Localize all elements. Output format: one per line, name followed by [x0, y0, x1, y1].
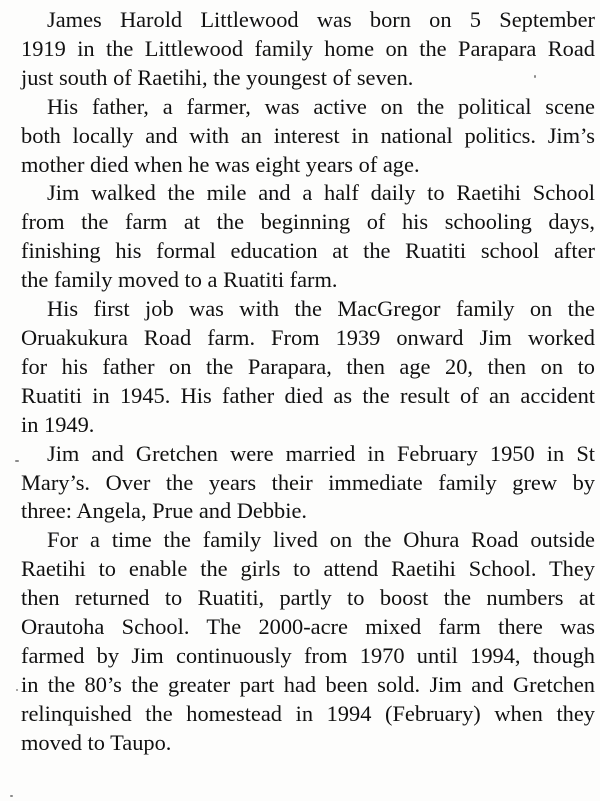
- text-line: Orautoha School. The 2000-acre mixed farm there was: [21, 614, 595, 640]
- text-line: for his father on the Parapara, then age 20, then on to: [21, 353, 595, 379]
- text-line: Jim walked the mile and a half daily to Raetihi School: [47, 180, 595, 206]
- text-line: Oruakukura Road farm. From 1939 onward Jim worked: [21, 324, 595, 350]
- text-line: Raetihi to enable the girls to attend Raetihi School. They: [21, 556, 595, 582]
- paragraph-father: [21, 93, 595, 180]
- text-line: in 1949.: [21, 411, 95, 437]
- text-line: just south of Raetihi, the youngest of seven.: [21, 64, 414, 90]
- text-line: mother died when he was eight years of age.: [21, 151, 420, 177]
- paragraph-farm: [21, 526, 595, 757]
- text-line: Mary’s. Over the years their immediate family grew by: [21, 469, 595, 495]
- text-line: farmed by Jim continuously from 1970 until 1994, though: [21, 642, 595, 668]
- paragraph-birth: [21, 6, 595, 93]
- text-line: relinquished the homestead in 1994 (February) when they: [21, 700, 595, 726]
- text-line: then returned to Ruatiti, partly to boost the numbers at: [21, 585, 595, 611]
- paragraph-schooling: [21, 179, 595, 295]
- text-line: moved to Taupo.: [21, 729, 172, 755]
- text-line: 1919 in the Littlewood family home on the Parapara Road: [21, 35, 595, 61]
- text-line: finishing his formal education at the Ruatiti school after: [21, 238, 595, 264]
- text-line: His first job was with the MacGregor family on the: [47, 296, 595, 322]
- text-line: Ruatiti in 1945. His father died as the result of an accident: [21, 382, 595, 408]
- text-line: from the farm at the beginning of his schooling days,: [21, 209, 595, 235]
- text-line: His father, a farmer, was active on the political scene: [47, 93, 595, 119]
- scan-speck: [15, 460, 19, 462]
- paragraph-first-job: [21, 295, 595, 440]
- text-line: both locally and with an interest in national politics. Jim’s: [21, 122, 595, 148]
- biography-text: [21, 6, 595, 758]
- text-line: in the 80’s the greater part had been sold. Jim and Gretchen: [21, 671, 595, 697]
- text-line: three: Angela, Prue and Debbie.: [21, 498, 308, 524]
- scan-speck: [534, 75, 536, 78]
- text-line: Jim and Gretchen were married in February 1950 in St: [47, 440, 595, 466]
- text-line: For a time the family lived on the Ohura Road outside: [47, 527, 595, 553]
- scan-speck: [16, 689, 18, 691]
- scan-speck: [10, 795, 13, 797]
- text-line: James Harold Littlewood was born on 5 September: [47, 7, 595, 32]
- text-line: the family moved to a Ruatiti farm.: [21, 267, 338, 293]
- paragraph-marriage: [21, 440, 595, 527]
